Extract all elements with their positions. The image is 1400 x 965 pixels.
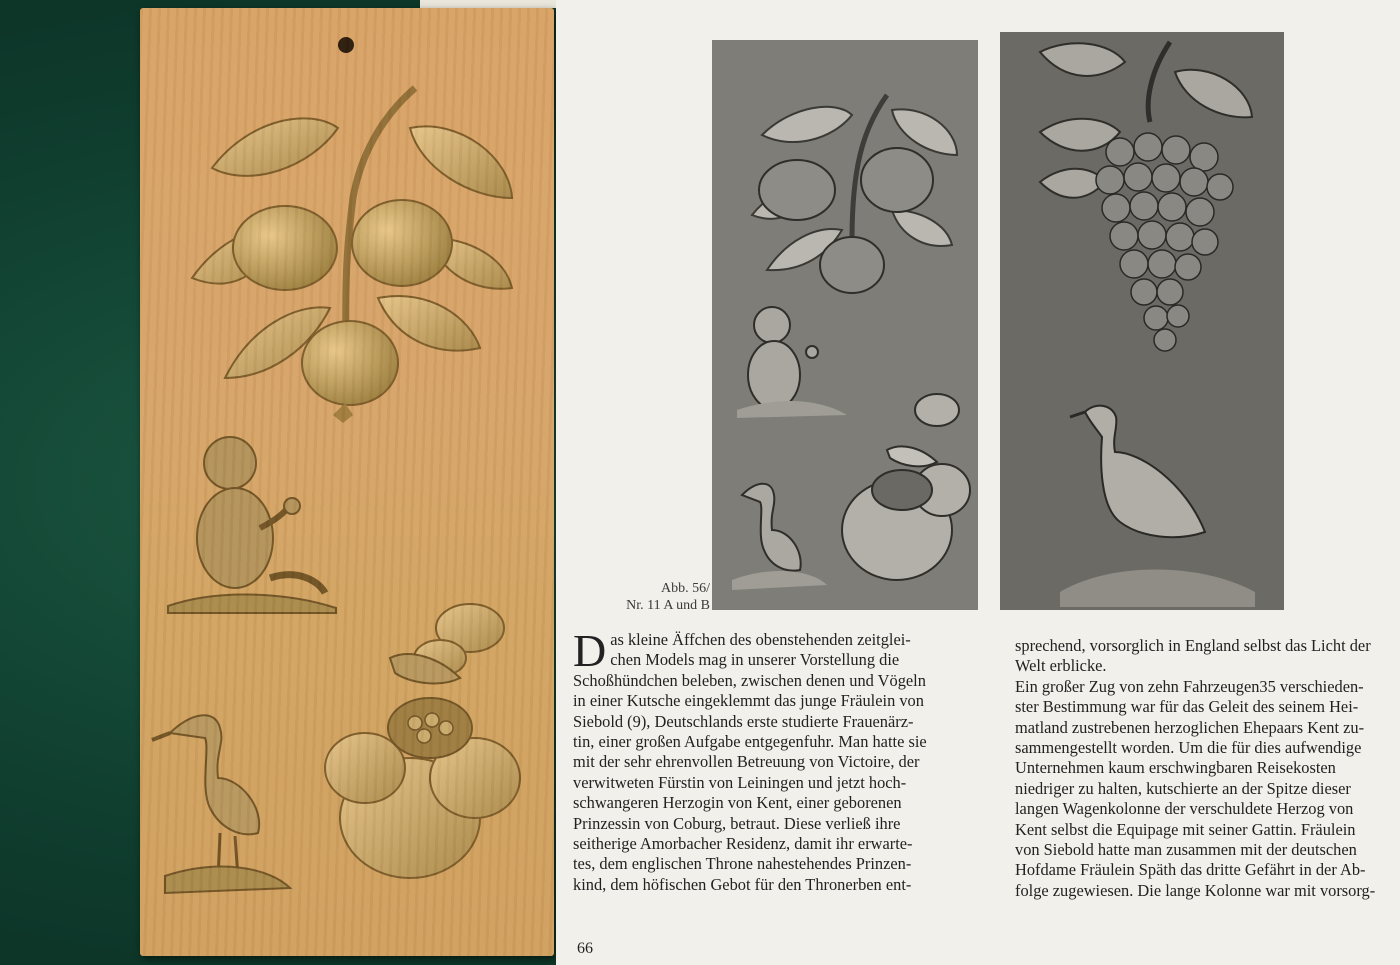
text-column-right — [1015, 636, 1395, 901]
text-line: tes, dem englischen Throne nahestehendes Prinzen- — [573, 854, 912, 874]
text-line: Siebold (9), Deutschlands erste studierte Frauenärz- — [573, 711, 914, 731]
fruit-icon — [233, 200, 452, 405]
text-line: as kleine Äffchen des obenstehenden zeitglei- — [610, 630, 911, 649]
wooden-mould-board — [140, 8, 554, 956]
figure-caption — [576, 580, 710, 614]
text-line: chen Models mag in unserer Vorstellung die — [610, 650, 900, 670]
text-line: Hofdame Fräulein Späth das dritte Gefährt in der Ab- — [1015, 860, 1366, 880]
text-line: Kent selbst die Equipage mit seiner Gattin. Fräulein — [1015, 819, 1356, 839]
hanging-hole-icon — [338, 37, 354, 53]
text-line: kind, dem höfischen Gebot für den Thronerben ent- — [573, 874, 912, 894]
book-page-edge — [420, 0, 560, 8]
text-line: sprechend, vorsorglich in England selbst das Licht der — [1015, 636, 1371, 655]
caption-line-1: Abb. 56/ — [661, 581, 710, 596]
text-column-left — [573, 625, 997, 895]
caption-line-2: Nr. 11 A und B — [626, 598, 710, 613]
text-line: ster Bestimmung war für das Geleit des seinem Hei- — [1015, 697, 1359, 717]
text-line: seitherige Amorbacher Residenz, damit ihr erwarte- — [573, 834, 913, 854]
text-line: Schoßhündchen beleben, zwischen denen und Vögeln — [573, 670, 926, 690]
bush-with-nest-icon — [325, 604, 520, 878]
text-line: mit der sehr ehrenvollen Betreuung von Victoire, der — [573, 752, 920, 772]
stork-icon — [152, 715, 259, 878]
monkey-icon — [197, 437, 325, 593]
nest-icon — [388, 698, 472, 758]
text-line: folge zugewiesen. Die lange Kolonne war mit vorsorg- — [1015, 880, 1376, 900]
drop-cap: D — [573, 625, 607, 676]
text-line: in einer Kutsche eingeklemmt das junge Fräulein von — [573, 691, 924, 711]
text-line: von Siebold hatte man zusammen mit der deutschen — [1015, 840, 1357, 860]
leaf-cluster-icon — [192, 118, 512, 378]
text-line: Welt erblicke. — [1015, 656, 1107, 676]
text-line: Unternehmen kaum erschwingbaren Reisekosten — [1015, 758, 1336, 778]
text-line: tin, einer großen Aufgabe entgegenfuhr. Man hatte sie — [573, 732, 927, 752]
text-line: niedriger zu halten, kutschierte an der Spitze dieser — [1015, 778, 1351, 798]
text-line: verwitweten Fürstin von Leiningen und jetzt hoch- — [573, 772, 907, 792]
mould-carving — [140, 8, 554, 956]
text-line: langen Wagenkolonne der verschuldete Herzog von — [1015, 799, 1354, 819]
nest-icon — [872, 470, 932, 510]
text-line: matland zustrebenen herzoglichen Ehepaars Kent zu- — [1015, 717, 1365, 737]
text-line: Ein großer Zug von zehn Fahrzeugen35 verschieden- — [1015, 676, 1364, 696]
photo-mould-b — [1000, 32, 1284, 610]
text-line: sammengestellt worden. Um die für dies aufwendige — [1015, 738, 1362, 758]
text-line: schwangeren Herzogin von Kent, einer geborenen — [573, 793, 902, 813]
photo-mould-a — [712, 40, 978, 610]
text-line: Prinzessin von Coburg, betraut. Diese verließ ihre — [573, 813, 901, 833]
page-number: 66 — [577, 940, 593, 957]
bird-icon — [390, 654, 460, 683]
